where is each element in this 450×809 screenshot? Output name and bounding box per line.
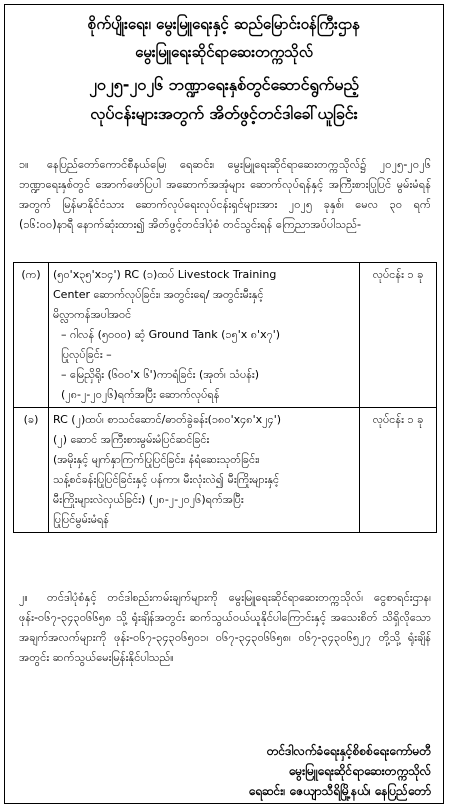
item-bullet: ပြုလုပ်ခြင်း – — [61, 348, 112, 361]
item-line: RC (၂)ထပ်၊ စာသင်ဆောင်/ဓာတ်ခွဲခန်း(၁၈၀'x၄၈'x၂၄') — [53, 413, 282, 426]
item-quantity: လုပ်ငန်း ၁ ခု — [360, 408, 437, 533]
signature-address: ရေဆင်း၊ ဇေယျာသီရိမြို့နယ်၊ နေပြည်တော် — [248, 784, 431, 798]
paragraph-2-text: တင်ဒါပုံစံနှင့် တင်ဒါစည်းကမ်းချက်များကို မွေးမြူရေးဆိုင်ရာဆေးတက္ကသိုလ်၊ ငွေစာရင်းဌာန၊ ဖုန်း-၀၆၇-၃၄၃၀၆၆၅၈ သို့ ရုံးချိန်အတွင်း ဆက်သွယ်ဝယ်ယူနိုင်ပါကြောင်းနှင့် အသေးစိတ် သိရှိလိုသော အချက်အလက်များကို ဖုန်း-၀၆၇-၃၄၃၀၆၅၀၁၊ ၀၆၇-၃၄၃၀၆၆၅၈၊ ၀၆၇-၃၄၃၀၆၅၂၇ တို့သို့ ရုံးချိန်အတွင်း ဆက်သွယ်မေးမြန်းနိုင်ပါသည်။ — [19, 591, 431, 664]
signature-university: မွေးမြူရေးဆိုင်ရာဆေးတက္ကသိုလ် — [288, 764, 431, 778]
paragraph-1-text: နေပြည်တော်ကောင်စီနယ်မြေ၊ ရေဆင်း၊ မွေးမြူရေးဆိုင်ရာဆေးတက္ကသိုလ်၌ ၂၀၂၅-၂၀၂၆ ဘဏ္ဍာရေးနှစ်တွင် အောက်ဖော်ပြပါ အဆောက်အအုံများ ဆောက်လုပ်ရန်နှင့် အကြီးစားပြုပြင် မွမ်းမံရန်အတွက် မြန်မာနိုင်ငံသား ဆောက်လုပ်ရေးလုပ်ငန်းရှင်များအား ၂၀၂၅ ခုနှစ်၊ မေလ ၃၀ ရက် (၁၆:၀၀)နာရီ နောက်ဆုံးထား၍ အိတ်ဖွင့်တင်ဒါပုံစံ တင်သွင်းရန် ကြေညာအပ်ပါသည်- — [19, 158, 431, 231]
item-line: ပြုပြင်မွမ်းမံရန် — [53, 513, 109, 526]
paragraph-1-number: ၁။ — [19, 158, 29, 171]
item-bullet: (၂၈-၂-၂၀၂၆)ရက်အပြီး ဆောက်လုပ်ရန် — [61, 388, 220, 401]
table-row — [14, 263, 437, 408]
item-description — [49, 263, 360, 408]
item-description — [49, 408, 360, 533]
item-line: (အမိုးနှင့် မျက်နှာကြက်ပြုပြင်ခြင်း၊ နံရံဆေးသုတ်ခြင်း၊ — [53, 453, 260, 466]
university-heading: မွေးမြူရေးဆိုင်ရာဆေးတက္ကသိုလ် — [135, 43, 313, 61]
item-line: Center ဆောက်လုပ်ခြင်း၊ အတွင်းရေ/ အတွင်းမီးနှင့် — [53, 288, 264, 301]
item-line: သန့်စင်ခန်းပြုပြင်ခြင်းနှင့် ပန်ကာ၊ မီးလုံးလဲ၍ မီးကြိုးများနှင့် — [53, 473, 280, 486]
notice-frame — [4, 4, 444, 804]
fiscal-year-heading: ၂၀၂၅-၂၀၂၆ ဘဏ္ဍာရေးနှစ်တွင်ဆောင်ရွက်မည့် — [89, 75, 359, 94]
tender-title: လုပ်ငန်းများအတွက် အိတ်ဖွင့်တင်ဒါခေါ်ယူခြင်း — [90, 104, 358, 123]
item-line: (၅၀'x၃၅'x၁၄') RC (၁)ထပ် Livestock Training — [53, 268, 277, 281]
item-bullet: – မြေညှိရိုး (၆၀၀'x ၆')ကာရံခြင်း (အုတ်၊ သံပန်း) — [61, 368, 259, 381]
item-quantity: လုပ်ငန်း ၁ ခု — [360, 263, 437, 408]
paragraph-2-number: ၂။ — [19, 591, 28, 604]
item-bullet: – ဂါလန် (၅၀၀၀) ဆံ့ Ground Tank (၁၅'x ၈'x၇') — [61, 328, 281, 341]
item-line: မိလ္လာကန်အပါအဝင် — [53, 308, 132, 321]
item-label: (က) — [14, 263, 49, 408]
item-line: မီးကြိုးများလဲလှယ်ခြင်း) (၂၈-၂-၂၀၂၆)ရက်အပြီး — [53, 493, 244, 506]
item-line: (၂) ဆောင် အကြီးစားမွမ်းမံပြင်ဆင်ခြင်း — [53, 433, 210, 446]
paragraph-2 — [19, 588, 431, 668]
ministry-heading: စိုက်ပျိုးရေး၊ မွေးမြူရေးနှင့် ဆည်မြောင်းဝန်ကြီးဌာန — [87, 15, 361, 33]
work-items-table — [13, 262, 437, 533]
signature-committee: တင်ဒါလက်ခံရေးနှင့်စိစစ်ရေးကော်မတီ — [266, 744, 431, 758]
table-row — [14, 408, 437, 533]
item-label: (ခ) — [14, 408, 49, 533]
paragraph-1 — [19, 155, 431, 235]
